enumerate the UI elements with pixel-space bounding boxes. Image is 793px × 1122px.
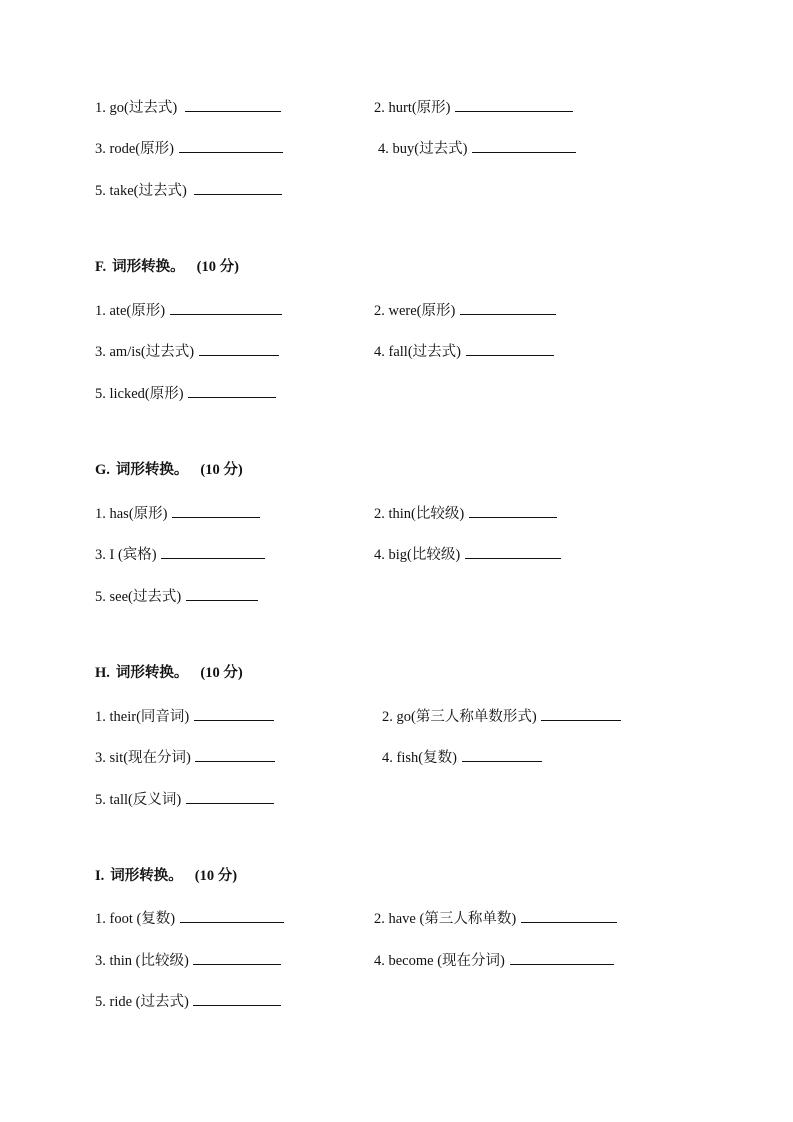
answer-blank[interactable] bbox=[186, 586, 258, 601]
exercise-item bbox=[374, 503, 557, 523]
section-label: F. bbox=[95, 259, 107, 275]
exercise-item bbox=[95, 300, 282, 320]
exercise-item bbox=[95, 544, 265, 564]
exercise-item bbox=[95, 383, 276, 403]
exercise-item bbox=[374, 950, 614, 970]
section-heading bbox=[95, 461, 243, 479]
item-prompt: 4. fall(过去式) bbox=[374, 344, 461, 360]
answer-blank[interactable] bbox=[185, 97, 281, 112]
answer-blank[interactable] bbox=[170, 300, 282, 315]
answer-blank[interactable] bbox=[195, 747, 275, 762]
answer-blank[interactable] bbox=[193, 950, 281, 965]
exercise-item bbox=[95, 789, 274, 809]
answer-blank[interactable] bbox=[465, 544, 561, 559]
answer-blank[interactable] bbox=[194, 706, 274, 721]
section-label: G. bbox=[95, 462, 110, 478]
exercise-item bbox=[95, 908, 284, 928]
exercise-item bbox=[374, 908, 617, 928]
exercise-item bbox=[95, 586, 258, 606]
item-prompt: 2. have (第三人称单数) bbox=[374, 911, 517, 927]
section-heading bbox=[95, 867, 237, 885]
answer-blank[interactable] bbox=[472, 138, 576, 153]
exercise-item bbox=[374, 544, 561, 564]
exercise-item bbox=[95, 706, 274, 726]
item-prompt: 3. sit(现在分词) bbox=[95, 750, 191, 766]
item-prompt: 2. were(原形) bbox=[374, 303, 456, 319]
answer-blank[interactable] bbox=[469, 503, 557, 518]
item-prompt: 5. take(过去式) bbox=[95, 183, 187, 199]
item-prompt: 2. go(第三人称单数形式) bbox=[382, 709, 537, 725]
item-prompt: 3. thin (比较级) bbox=[95, 953, 189, 969]
item-prompt: 1. ate(原形) bbox=[95, 303, 166, 319]
answer-blank[interactable] bbox=[455, 97, 573, 112]
exercise-item bbox=[382, 747, 542, 767]
exercise-item bbox=[382, 706, 621, 726]
answer-blank[interactable] bbox=[460, 300, 556, 315]
item-prompt: 5. see(过去式) bbox=[95, 589, 182, 605]
exercise-item bbox=[95, 991, 281, 1011]
answer-blank[interactable] bbox=[193, 991, 281, 1006]
exercise-item bbox=[374, 341, 554, 361]
item-prompt: 3. rode(原形) bbox=[95, 141, 174, 157]
item-prompt: 5. ride (过去式) bbox=[95, 994, 189, 1010]
answer-blank[interactable] bbox=[188, 383, 276, 398]
section-title: 词形转换。 bbox=[110, 868, 183, 884]
answer-blank[interactable] bbox=[541, 706, 621, 721]
section-title: 词形转换。 bbox=[115, 462, 189, 478]
item-prompt: 1. foot (复数) bbox=[95, 911, 176, 927]
item-prompt: 5. licked(原形) bbox=[95, 386, 184, 402]
answer-blank[interactable] bbox=[510, 950, 614, 965]
section-score: (10 分) bbox=[200, 665, 243, 681]
answer-blank[interactable] bbox=[172, 503, 260, 518]
section-score: (10 分) bbox=[200, 462, 243, 478]
answer-blank[interactable] bbox=[194, 180, 282, 195]
answer-blank[interactable] bbox=[521, 908, 617, 923]
exercise-item bbox=[95, 503, 260, 523]
exercise-item bbox=[95, 138, 283, 158]
exercise-item bbox=[95, 180, 282, 200]
item-prompt: 4. buy(过去式) bbox=[378, 141, 468, 157]
section-label: H. bbox=[95, 665, 110, 681]
item-prompt: 2. thin(比较级) bbox=[374, 506, 465, 522]
exercise-item bbox=[95, 747, 275, 767]
item-prompt: 5. tall(反义词) bbox=[95, 792, 182, 808]
exercise-item bbox=[374, 97, 573, 117]
section-heading bbox=[95, 664, 243, 682]
answer-blank[interactable] bbox=[462, 747, 542, 762]
section-label: I. bbox=[95, 868, 105, 884]
section-heading bbox=[95, 258, 239, 276]
section-score: (10 分) bbox=[194, 868, 238, 884]
section-title: 词形转换。 bbox=[112, 259, 185, 275]
exercise-item bbox=[95, 341, 279, 361]
answer-blank[interactable] bbox=[199, 341, 279, 356]
item-prompt: 1. go(过去式) bbox=[95, 100, 178, 116]
item-prompt: 2. hurt(原形) bbox=[374, 100, 451, 116]
exercise-item bbox=[378, 138, 576, 158]
answer-blank[interactable] bbox=[161, 544, 265, 559]
exercise-item bbox=[95, 97, 281, 117]
exercise-item bbox=[374, 300, 556, 320]
item-prompt: 3. am/is(过去式) bbox=[95, 344, 195, 360]
answer-blank[interactable] bbox=[180, 908, 284, 923]
answer-blank[interactable] bbox=[179, 138, 283, 153]
section-title: 词形转换。 bbox=[115, 665, 189, 681]
answer-blank[interactable] bbox=[186, 789, 274, 804]
item-prompt: 4. fish(复数) bbox=[382, 750, 457, 766]
answer-blank[interactable] bbox=[466, 341, 554, 356]
item-prompt: 3. I (宾格) bbox=[95, 547, 157, 563]
item-prompt: 4. big(比较级) bbox=[374, 547, 461, 563]
section-score: (10 分) bbox=[196, 259, 239, 275]
item-prompt: 1. their(同音词) bbox=[95, 709, 190, 725]
item-prompt: 4. become (现在分词) bbox=[374, 953, 505, 969]
item-prompt: 1. has(原形) bbox=[95, 506, 168, 522]
exercise-item bbox=[95, 950, 281, 970]
